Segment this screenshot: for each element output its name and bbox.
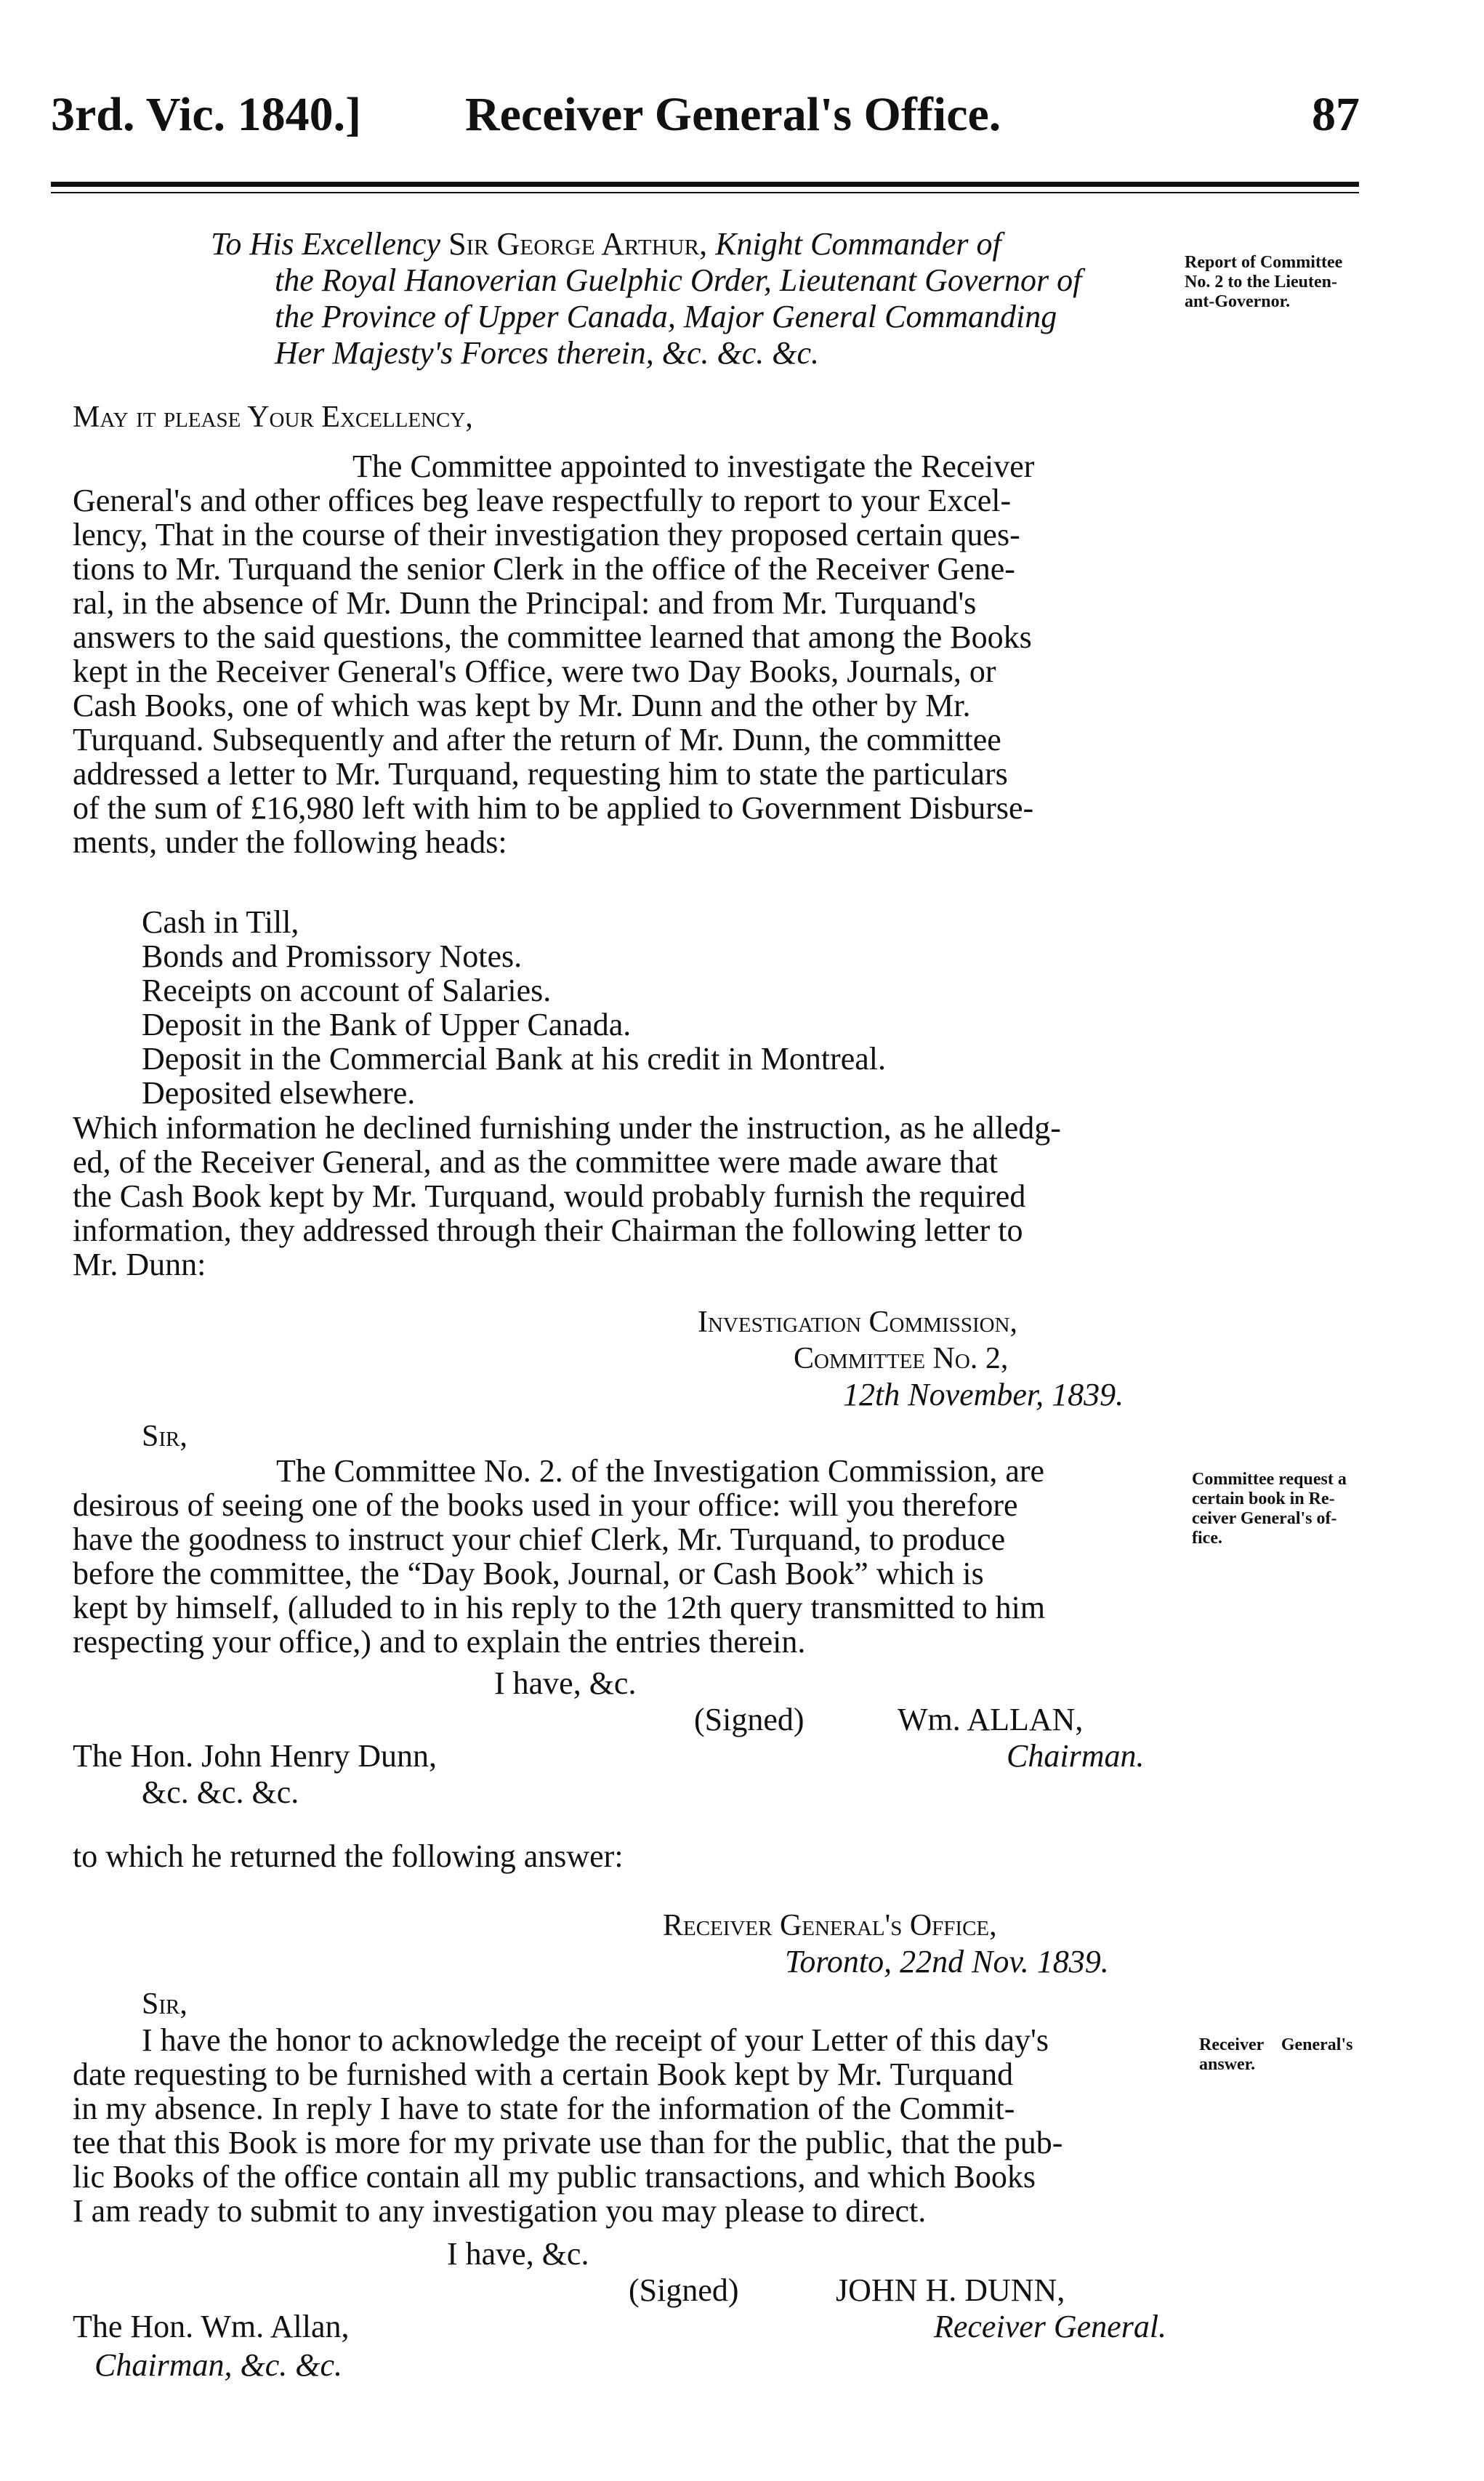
list-item: Deposited elsewhere. xyxy=(142,1075,416,1111)
letter-line: have the goodness to instruct your chief Clerk, Mr. Turquand, to produce xyxy=(73,1521,1006,1557)
letter-line: desirous of seeing one of the books used in your office: will you therefore xyxy=(73,1487,1018,1523)
letter1-body xyxy=(73,1454,1045,1659)
letter2-signer: JOHN H. DUNN, xyxy=(836,2272,1065,2308)
letter-line: tee that this Book is more for my private use than for the public, that the pub- xyxy=(73,2125,1063,2160)
letter2-body xyxy=(73,2023,1062,2228)
letter1-addressee: The Hon. John Henry Dunn, xyxy=(73,1738,437,1774)
letter1-signer: Wm. ALLAN, xyxy=(898,1702,1084,1737)
paragraph-line: Which information he declined furnishing under the instruction, as he alledg- xyxy=(73,1110,1061,1146)
margin-note-report xyxy=(1185,253,1342,312)
letter2-signed: (Signed) xyxy=(629,2272,739,2308)
paragraph-line: information, they addressed through their Chairman the following letter to xyxy=(73,1213,1023,1248)
paragraph-line: lency, That in the course of their investigation they proposed certain ques- xyxy=(73,517,1020,552)
running-head-left: 3rd. Vic. 1840.] xyxy=(51,88,362,141)
running-head-title: Receiver General's Office. xyxy=(465,88,1001,141)
letter-line: I have the honor to acknowledge the receipt of your Letter of this day's xyxy=(142,2022,1049,2058)
letter-line: in my absence. In reply I have to state for the information of the Commit- xyxy=(73,2091,1015,2126)
letter-line: respecting your office,) and to explain the entries therein. xyxy=(73,1624,806,1660)
letter-line: before the committee, the “Day Book, Journal, or Cash Book” which is xyxy=(73,1556,984,1591)
page-number: 87 xyxy=(1312,88,1360,141)
list-item: Cash in Till, xyxy=(142,904,299,940)
paragraph-line: ral, in the absence of Mr. Dunn the Principal: and from Mr. Turquand's xyxy=(73,585,977,621)
letter1-date: 12th November, 1839. xyxy=(843,1377,1124,1412)
letter1-salutation: Sir, xyxy=(142,1420,187,1453)
letter-line: lic Books of the office contain all my public transactions, and which Books xyxy=(73,2159,1036,2195)
address-line-3: the Province of Upper Canada, Major General Commanding xyxy=(275,299,1057,334)
margin-note-line: ant-Governor. xyxy=(1185,292,1291,311)
margin-note-line: ceiver General's of- xyxy=(1192,1509,1337,1528)
paragraph-line: Mr. Dunn: xyxy=(73,1247,206,1282)
paragraph-line: ments, under the following heads: xyxy=(73,824,507,860)
paragraph-line: Cash Books, one of which was kept by Mr. Dunn and the other by Mr. xyxy=(73,688,971,723)
list-item: Receipts on account of Salaries. xyxy=(142,973,552,1008)
letter1-signed: (Signed) xyxy=(694,1702,804,1737)
address-line-4: Her Majesty's Forces therein, &c. &c. &c. xyxy=(275,335,820,371)
transition-line: to which he returned the following answer: xyxy=(73,1838,624,1874)
paragraph-line: tions to Mr. Turquand the senior Clerk in the office of the Receiver Gene- xyxy=(73,551,1015,587)
paragraph-line: The Committee appointed to investigate the Receiver xyxy=(352,449,1035,484)
list-item: Deposit in the Bank of Upper Canada. xyxy=(142,1007,632,1042)
letter1-heading-2: Committee No. 2, xyxy=(794,1342,1009,1375)
list-item: Bonds and Promissory Notes. xyxy=(142,938,523,974)
address-line-1 xyxy=(211,225,1001,262)
paragraph-line: addressed a letter to Mr. Turquand, requesting him to state the particulars xyxy=(73,756,1008,792)
address-prefix: To His Excellency xyxy=(211,226,449,262)
letter-line: The Committee No. 2. of the Investigation Commission, are xyxy=(276,1453,1045,1489)
header-rule-thin xyxy=(51,192,1359,193)
margin-note-line: answer. xyxy=(1199,2055,1256,2074)
paragraph-1 xyxy=(73,449,1034,859)
paragraph-line: General's and other offices beg leave respectfully to report to your Excel- xyxy=(73,483,1012,518)
paragraph-line: the Cash Book kept by Mr. Turquand, would probably furnish the required xyxy=(73,1178,1026,1214)
letter2-salutation: Sir, xyxy=(142,1987,187,2021)
margin-note-line: Report of Committee xyxy=(1185,253,1343,272)
margin-note-line: No. 2 to the Lieuten- xyxy=(1185,273,1337,291)
paragraph-line: ed, of the Receiver General, and as the committee were made aware that xyxy=(73,1144,998,1180)
margin-note-committee-request xyxy=(1192,1470,1347,1548)
margin-note-line: Receiver General's xyxy=(1199,2035,1353,2054)
list-item: Deposit in the Commercial Bank at his credit in Montreal. xyxy=(142,1041,886,1077)
salutation: May it please Your Excellency, xyxy=(73,401,473,434)
paragraph-line: kept in the Receiver General's Office, were two Day Books, Journals, or xyxy=(73,654,996,689)
letter1-closing: I have, &c. xyxy=(494,1665,637,1701)
paragraph-line: answers to the said questions, the committee learned that among the Books xyxy=(73,619,1032,655)
letter-line: date requesting to be furnished with a certain Book kept by Mr. Turquand xyxy=(73,2056,1014,2092)
address-suffix: Knight Commander of xyxy=(707,226,1001,262)
letter1-signer-title: Chairman. xyxy=(1007,1738,1145,1774)
address-line-2: the Royal Hanoverian Guelphic Order, Lieutenant Governor of xyxy=(275,262,1082,298)
letter2-addressee-etc: Chairman, &c. &c. xyxy=(94,2347,342,2383)
letter2-date: Toronto, 22nd Nov. 1839. xyxy=(785,1944,1109,1979)
margin-note-line: fice. xyxy=(1192,1529,1222,1548)
paragraph-line: of the sum of £16,980 left with him to be applied to Government Disburse- xyxy=(73,790,1034,826)
paragraph-line: Turquand. Subsequently and after the return of Mr. Dunn, the committee xyxy=(73,722,1001,757)
header-rule-thick xyxy=(51,182,1359,187)
letter2-signer-title: Receiver General. xyxy=(934,2309,1167,2344)
letter2-addressee: The Hon. Wm. Allan, xyxy=(73,2309,350,2344)
heads-list xyxy=(142,905,886,1110)
letter1-addressee-etc: &c. &c. &c. xyxy=(142,1774,299,1810)
margin-note-receiver-answer xyxy=(1199,2035,1352,2075)
address-name: Sir George Arthur, xyxy=(448,226,708,262)
paragraph-2 xyxy=(73,1111,1061,1282)
letter1-heading-1: Investigation Commission, xyxy=(698,1306,1017,1339)
letter2-heading-1: Receiver General's Office, xyxy=(663,1909,997,1942)
margin-note-line: certain book in Re- xyxy=(1192,1489,1335,1508)
letter-line: I am ready to submit to any investigation you may please to direct. xyxy=(73,2193,927,2229)
margin-note-line: Committee request a xyxy=(1192,1470,1347,1489)
letter2-closing: I have, &c. xyxy=(447,2236,589,2272)
letter-line: kept by himself, (alluded to in his reply to the 12th query transmitted to him xyxy=(73,1590,1046,1625)
